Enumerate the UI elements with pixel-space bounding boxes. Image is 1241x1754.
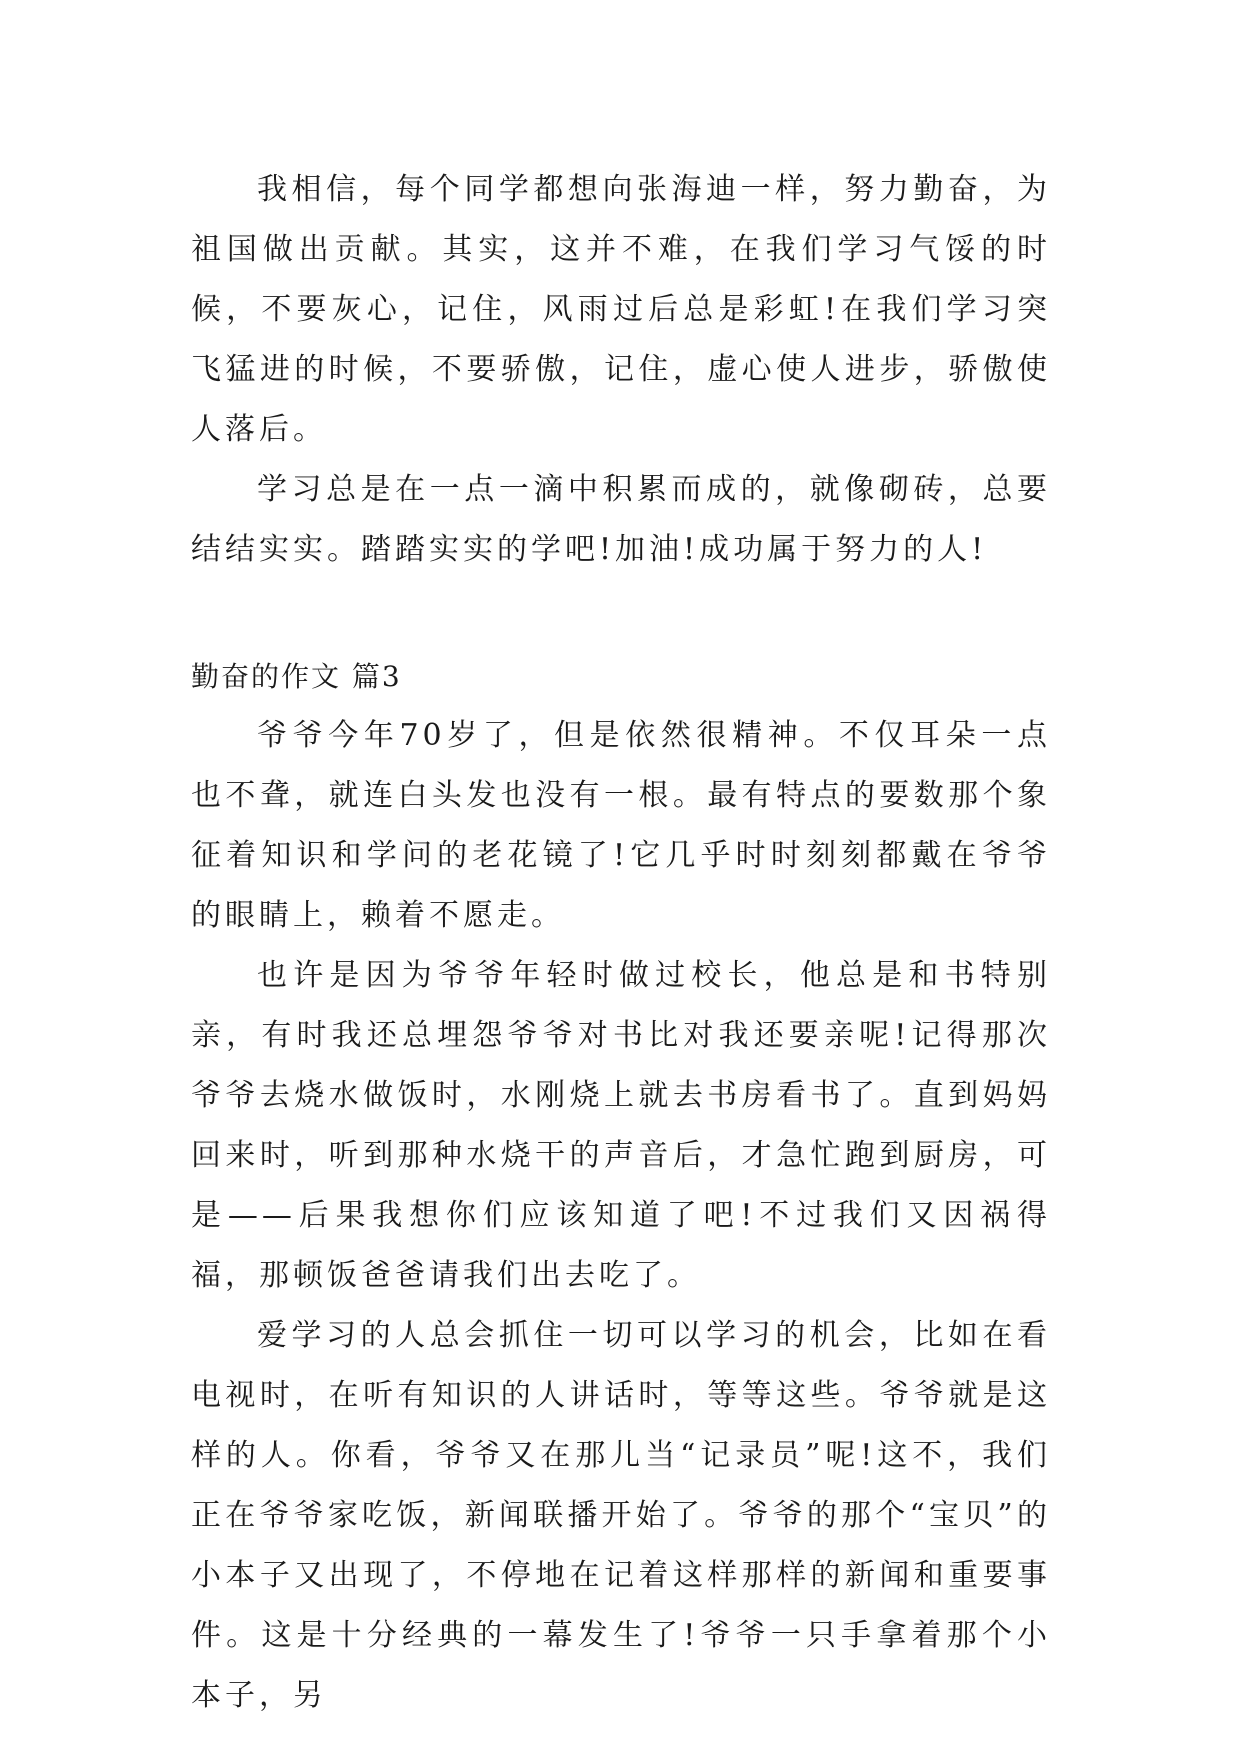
document-body <box>191 160 1051 1726</box>
paragraph: 学习总是在一点一滴中积累而成的，就像砌砖，总要结结实实。踏踏实实的学吧!加油!成功属于努力的人! <box>191 472 1051 567</box>
paragraph: 爱学习的人总会抓住一切可以学习的机会，比如在看电视时，在听有知识的人讲话时，等等这些。爷爷就是这样的人。你看，爷爷又在那儿当“记录员”呢!这不，我们正在爷爷家吃饭，新闻联播开始了。爷爷的那个“宝贝”的小本子又出现了，不停地在记着这样那样的新闻和重要事件。这是十分经典的一幕发生了!爷爷一只手拿着那个小本子，另 <box>191 1318 1051 1713</box>
paragraph: 爷爷今年70岁了，但是依然很精神。不仅耳朵一点也不聋，就连白头发也没有一根。最有特点的要数那个象征着知识和学问的老花镜了!它几乎时时刻刻都戴在爷爷的眼睛上，赖着不愿走。 <box>191 718 1051 933</box>
paragraph: 也许是因为爷爷年轻时做过校长，他总是和书特别亲，有时我还总埋怨爷爷对书比对我还要亲呢!记得那次爷爷去烧水做饭时，水刚烧上就去书房看书了。直到妈妈回来时，听到那种水烧干的声音后，才急忙跑到厨房，可是——后果我想你们应该知道了吧!不过我们又因祸得福，那顿饭爸爸请我们出去吃了。 <box>191 958 1051 1293</box>
paragraph: 我相信，每个同学都想向张海迪一样，努力勤奋，为祖国做出贡献。其实，这并不难，在我们学习气馁的时候，不要灰心，记住，风雨过后总是彩虹!在我们学习突飞猛进的时候，不要骄傲，记住，虚心使人进步，骄傲使人落后。 <box>191 172 1051 447</box>
section-heading: 勤奋的作文 篇3 <box>191 660 402 693</box>
